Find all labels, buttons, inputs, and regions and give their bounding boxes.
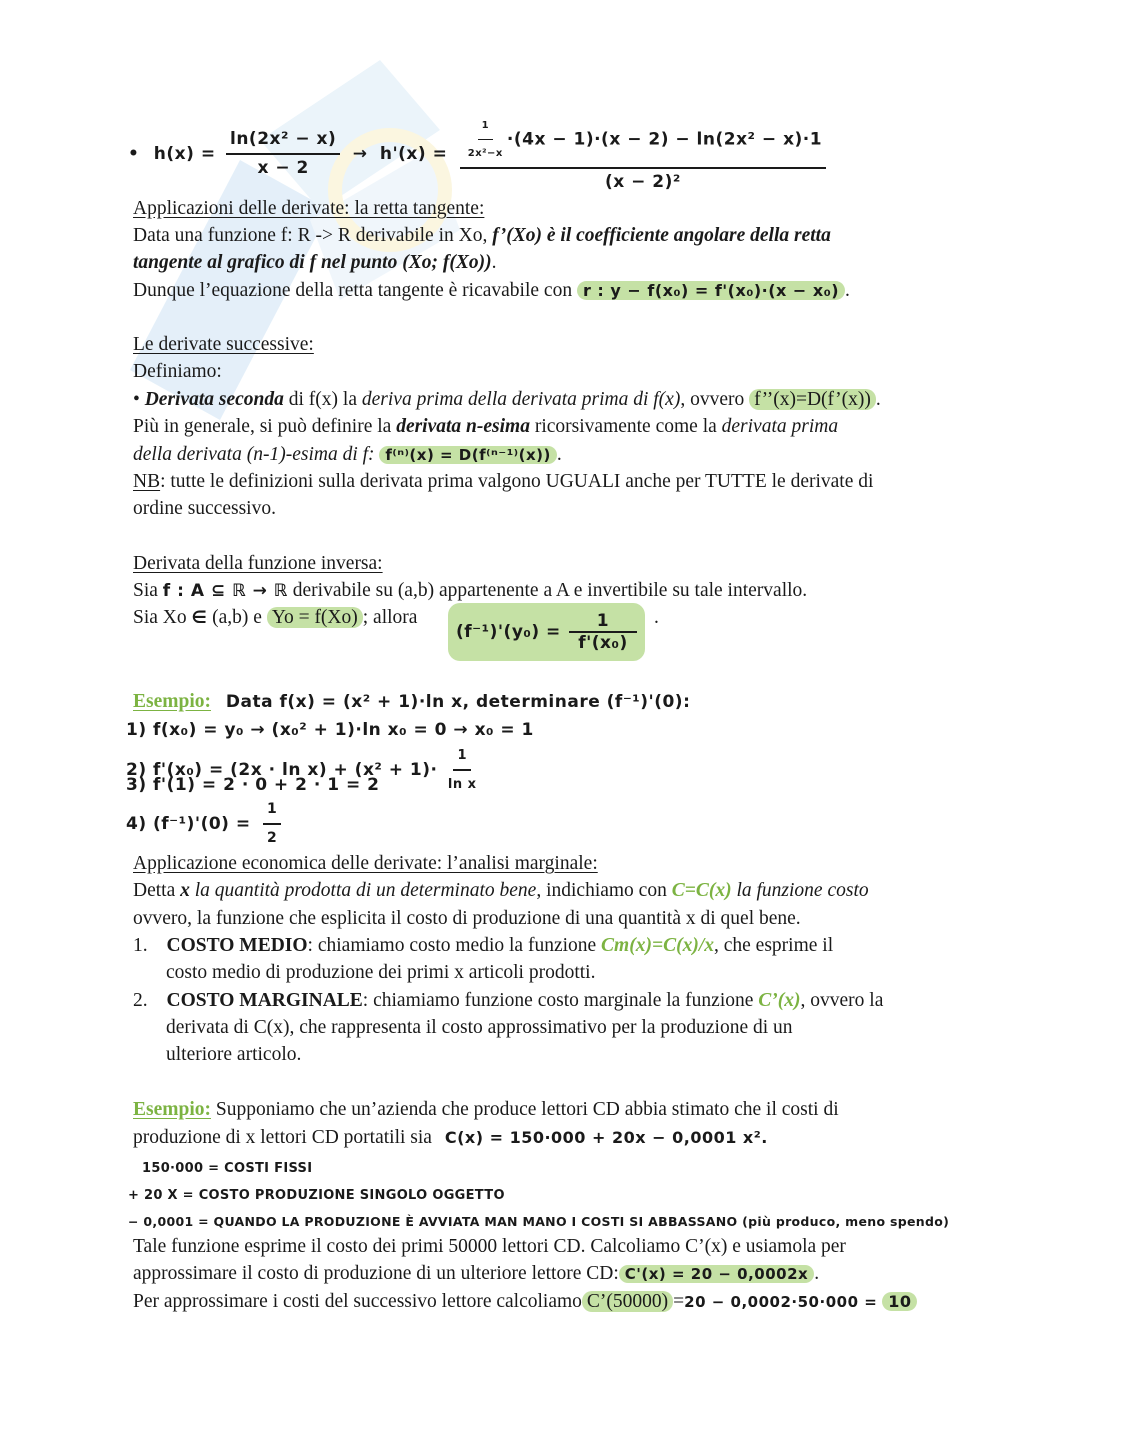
c-prime-50000-highlight: C’(50000) bbox=[582, 1291, 673, 1312]
cost-function-formula: C(x) = 150·000 + 20x − 0,0001 x². bbox=[444, 1128, 768, 1147]
fraction-den: 2 bbox=[267, 830, 278, 846]
hp-inner-den: 2x²−x bbox=[467, 148, 503, 159]
text: . bbox=[875, 389, 881, 410]
text: derivabile su (a,b) appartenente a A e invertibile su tale intervallo. bbox=[292, 580, 808, 601]
list-number: 1. bbox=[133, 935, 148, 956]
text-green: Cm(x)=C(x)/x bbox=[601, 935, 714, 956]
text: Data una funzione f: R -> R derivabile in Xo, bbox=[133, 225, 493, 246]
step2-fraction bbox=[444, 742, 481, 798]
text: produzione di x lettori CD portatili sia bbox=[133, 1127, 432, 1148]
example2-line-1 bbox=[133, 1096, 839, 1123]
text: , ovvero bbox=[680, 389, 750, 410]
example1-step-4 bbox=[126, 796, 281, 852]
result-highlight: 10 bbox=[882, 1292, 917, 1311]
economics-item-2-line-3: ulteriore articolo. bbox=[166, 1044, 302, 1065]
example2-line-2 bbox=[133, 1124, 768, 1151]
text: di f(x) la bbox=[283, 389, 362, 410]
text-green: C’(x) bbox=[758, 990, 801, 1011]
text: Dunque l’equazione della retta tangente è ricavabile con bbox=[133, 280, 573, 301]
example-label: Esempio: bbox=[133, 1099, 211, 1120]
text: ; allora bbox=[362, 607, 418, 628]
example2-line-4 bbox=[133, 1260, 819, 1288]
text-italic: deriva prima della derivata prima di f(x) bbox=[361, 389, 681, 410]
inverse-line-1 bbox=[133, 577, 807, 605]
text-bold: f’(Xo) è il coefficiente angolare della retta bbox=[492, 225, 831, 246]
text: : chiamiamo funzione costo marginale la funzione bbox=[362, 990, 759, 1011]
economics-line-2: ovvero, la funzione che esplicita il costo di produzione di una quantità x di quel bene. bbox=[133, 908, 801, 929]
example1-text: Data f(x) = (x² + 1)·ln x, determinare (f⁻¹)'(0): bbox=[225, 692, 691, 712]
successive-line-3 bbox=[133, 413, 838, 440]
tangent-line-2 bbox=[133, 249, 496, 276]
text-italic: la quantità prodotta di un determinato bene bbox=[189, 880, 537, 901]
note-decreasing-costs: − 0,0001 = QUANDO LA PRODUZIONE È AVVIATA MAN MANO I COSTI SI ABBASSANO (più produco, meno spendo) bbox=[128, 1214, 950, 1229]
example-label: Esempio: bbox=[133, 691, 211, 712]
bullet: • bbox=[133, 389, 145, 410]
section-title-inverse: Derivata della funzione inversa: bbox=[133, 553, 383, 574]
note-unit-cost: + 20 X = COSTO PRODUZIONE SINGOLO OGGETTO bbox=[128, 1188, 505, 1203]
inverse-line-2 bbox=[133, 604, 417, 632]
h-numerator: ln(2x² − x) bbox=[226, 126, 340, 155]
yo-highlight: Yo = f(Xo) bbox=[267, 607, 363, 628]
text-bold: derivata n-esima bbox=[396, 416, 530, 437]
text: Per approssimare i costi del successivo lettore calcoliamo bbox=[133, 1291, 582, 1312]
text-bold: COSTO MEDIO bbox=[166, 935, 308, 956]
text: . bbox=[491, 252, 497, 273]
successive-line-4 bbox=[133, 441, 562, 469]
h-derivative-example bbox=[128, 112, 826, 196]
text: (a,b) e bbox=[212, 607, 262, 628]
text-italic: derivata prima bbox=[721, 416, 839, 437]
text: 4) (f⁻¹)'(0) = bbox=[126, 814, 251, 834]
text: 2) f'(x₀) = (2x · ln x) + (x² + 1)· bbox=[126, 760, 438, 780]
text: , che esprime il bbox=[713, 935, 834, 956]
hp-inner-fraction bbox=[464, 112, 507, 167]
nth-derivative-highlight: f⁽ⁿ⁾(x) = D(f⁽ⁿ⁻¹⁾(x)) bbox=[379, 446, 556, 464]
list-number: 2. bbox=[133, 990, 148, 1011]
text-italic: della derivata (n-1)-esima di f: bbox=[133, 444, 375, 465]
text: Supponiamo che un’azienda che produce lettori CD abbia stimato che il costi di bbox=[211, 1099, 839, 1120]
hp-numerator-rest: ·(4x − 1)·(x − 2) − ln(2x² − x)·1 bbox=[506, 129, 823, 150]
text: Sia bbox=[133, 580, 158, 601]
successive-line-2 bbox=[133, 386, 881, 413]
inverse-formula-lhs: (f⁻¹)'(y₀) = bbox=[456, 622, 561, 642]
inverse-formula-highlight bbox=[448, 603, 645, 661]
text: , ovvero la bbox=[800, 990, 884, 1011]
h-denominator: x − 2 bbox=[257, 158, 309, 178]
example1-header bbox=[133, 688, 690, 716]
hp-fraction bbox=[460, 112, 826, 196]
economics-item-1 bbox=[133, 932, 833, 959]
section-title-successive: Le derivate successive: bbox=[133, 334, 314, 355]
successive-line-5 bbox=[133, 468, 873, 495]
example2-line-3: Tale funzione esprime il costo dei primi 50000 lettori CD. Calcoliamo C’(x) e usiamola per bbox=[133, 1236, 846, 1257]
hp-numerator bbox=[460, 112, 826, 169]
h-lhs: h(x) = bbox=[153, 144, 216, 164]
calc-formula: 20 − 0,0002·50·000 = bbox=[684, 1293, 878, 1311]
note-fixed-costs: 150·000 = COSTI FISSI bbox=[142, 1161, 313, 1176]
example1-step-3: 3) f'(1) = 2 · 0 + 2 · 1 = 2 bbox=[126, 775, 380, 795]
text-underline: NB bbox=[133, 471, 161, 492]
h-fraction bbox=[226, 126, 340, 182]
hp-inner-num: 1 bbox=[478, 112, 493, 140]
text-green: C=C(x) bbox=[671, 880, 732, 901]
text: , indichiamo con bbox=[536, 880, 672, 901]
text: : chiamiamo costo medio la funzione bbox=[307, 935, 602, 956]
text-bold: x bbox=[180, 880, 190, 901]
section-title-economics: Applicazione economica delle derivate: l’analisi marginale: bbox=[133, 853, 598, 874]
text-bold: Derivata seconda bbox=[144, 389, 284, 410]
text: approssimare il costo di produzione di un ulteriore lettore CD: bbox=[133, 1263, 619, 1284]
text: Sia Xo bbox=[133, 607, 187, 628]
hp-lhs: h'(x) = bbox=[379, 144, 448, 164]
text-italic: la funzione costo bbox=[731, 880, 869, 901]
fraction-den: ln x bbox=[447, 777, 477, 792]
economics-item-2-line-2: derivata di C(x), che rappresenta il costo approssimativo per la produzione di un bbox=[166, 1017, 793, 1038]
inverse-fraction-den: f'(x₀) bbox=[578, 633, 628, 653]
text: . bbox=[814, 1263, 820, 1284]
arrow-icon: → bbox=[352, 144, 368, 164]
inverse-domain-formula: f : A ⊆ ℝ → ℝ bbox=[162, 581, 288, 601]
inverse-fraction-num: 1 bbox=[569, 611, 637, 633]
example2-line-5 bbox=[133, 1288, 917, 1316]
marginal-cost-highlight: C'(x) = 20 − 0,0002x bbox=[619, 1265, 814, 1283]
successive-line-6: ordine successivo. bbox=[133, 498, 276, 519]
text: Detta bbox=[133, 880, 181, 901]
hp-denominator: (x − 2)² bbox=[604, 172, 681, 192]
text: ricorsivamente come la bbox=[529, 416, 722, 437]
tangent-formula-highlight: r : y − f(x₀) = f'(x₀)·(x − x₀) bbox=[577, 281, 845, 300]
text: . bbox=[556, 444, 562, 465]
text: . bbox=[845, 280, 850, 301]
tangent-line-1 bbox=[133, 222, 831, 249]
second-derivative-highlight: f’’(x)=D(f’(x)) bbox=[749, 389, 876, 410]
successive-line-1: Definiamo: bbox=[133, 361, 222, 382]
step4-fraction bbox=[263, 796, 281, 852]
section-title-tangent: Applicazioni delle derivate: la retta tangente: bbox=[133, 198, 485, 219]
fraction-num: 1 bbox=[453, 742, 471, 771]
text-bold: COSTO MARGINALE bbox=[166, 990, 363, 1011]
text-bold: tangente al grafico di f nel punto (Xo; f(Xo)) bbox=[133, 252, 492, 273]
tangent-line-3 bbox=[133, 277, 850, 304]
fraction-num: 1 bbox=[263, 796, 281, 825]
text: : tutte le definizioni sulla derivata prima valgono UGUALI anche per TUTTE le derivate di bbox=[160, 471, 874, 492]
example1-step-1: 1) f(x₀) = y₀ → (x₀² + 1)·ln x₀ = 0 → x₀ = 1 bbox=[126, 720, 534, 740]
economics-item-2 bbox=[133, 987, 883, 1014]
element-of-icon: ∈ bbox=[191, 608, 208, 628]
bullet: • bbox=[128, 144, 140, 164]
text: Più in generale, si può definire la bbox=[133, 416, 397, 437]
text: = bbox=[673, 1291, 685, 1312]
inverse-fraction bbox=[569, 611, 637, 653]
economics-item-1-line-2: costo medio di produzione dei primi x articoli prodotti. bbox=[166, 962, 596, 983]
period: . bbox=[654, 607, 659, 628]
economics-line-1 bbox=[133, 877, 869, 904]
